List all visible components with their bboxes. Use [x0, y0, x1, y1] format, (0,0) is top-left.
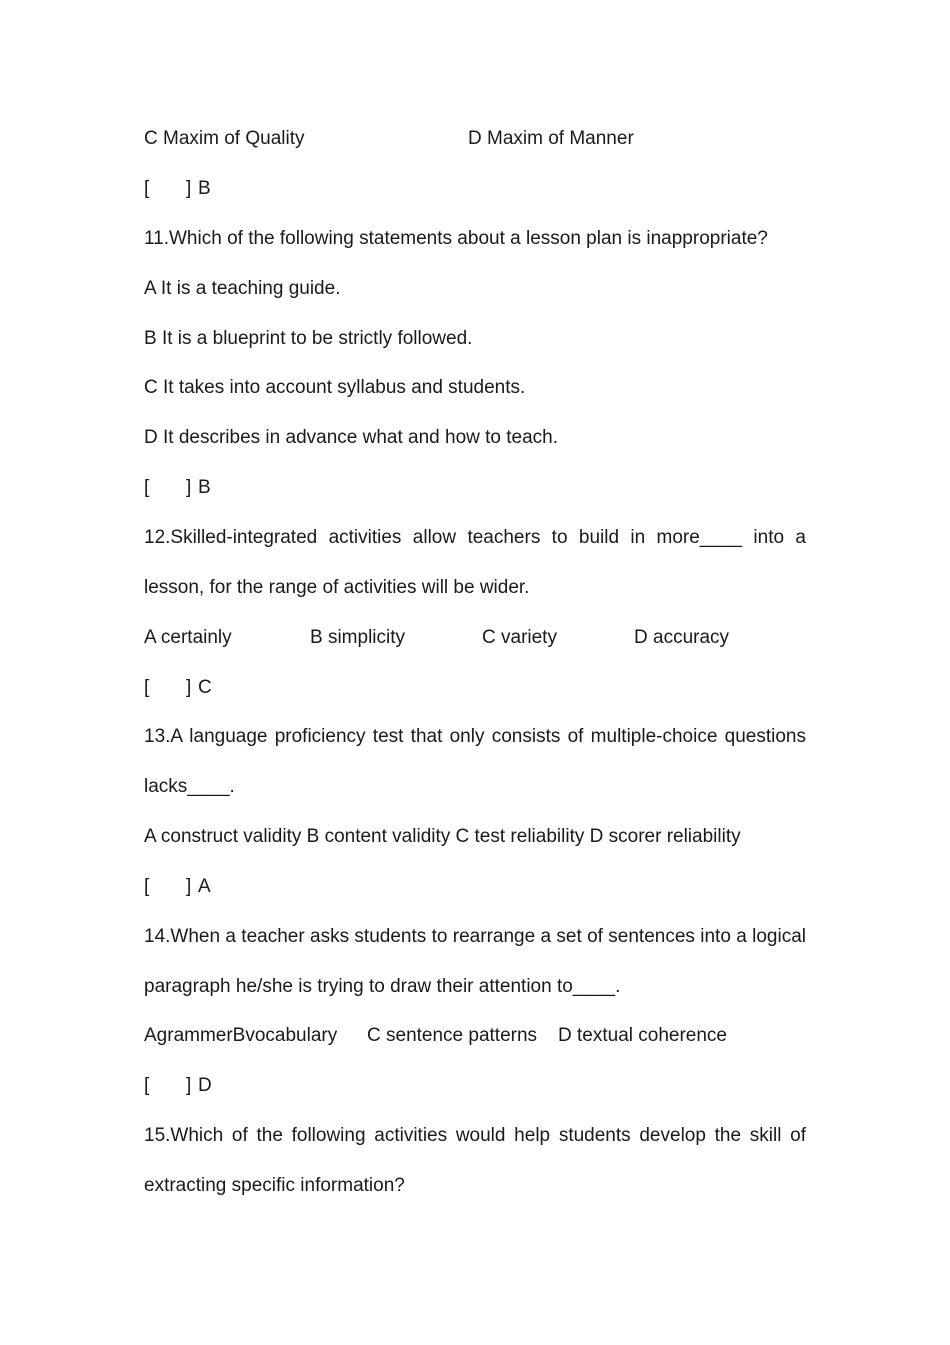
q13-options-row: A construct validity B content validity C test reliability D scorer reliability: [144, 826, 741, 847]
q11-question: 11.Which of the following statements about a lesson plan is inappropriate?: [144, 228, 768, 249]
q15-question-line1: 15.Which of the following activities would help students develop the skill of: [144, 1125, 806, 1146]
q12-option-d: D accuracy: [634, 627, 730, 648]
answer-bracket-close: ]: [186, 677, 192, 698]
q12-answer: [144, 676, 806, 700]
q14-option-ab: AgrammerBvocabulary: [144, 1025, 338, 1046]
q11-option-c: C It takes into account syllabus and students.: [144, 377, 526, 398]
q12-option-b: B simplicity: [310, 627, 406, 648]
q10-options-row: [144, 127, 806, 151]
q12-option-c: C variety: [482, 627, 557, 648]
answer-bracket-close: ]: [186, 876, 192, 897]
q14-answer: [144, 1074, 806, 1098]
q12-question-line2: lesson, for the range of activities will be wider.: [144, 577, 530, 598]
q13-answer: [144, 875, 806, 899]
answer-bracket-open: [: [144, 677, 150, 698]
q13-question-line2: lacks____.: [144, 776, 235, 797]
q10-option-d: D Maxim of Manner: [468, 128, 634, 149]
answer-bracket-open: [: [144, 178, 150, 199]
answer-bracket-open: [: [144, 477, 150, 498]
q14-option-d: D textual coherence: [558, 1025, 727, 1046]
q12-question-line1: 12.Skilled-integrated activities allow teachers to build in more____ into a: [144, 527, 806, 548]
q12-option-a: A certainly: [144, 627, 232, 648]
q14-question-line2: paragraph he/she is trying to draw their attention to____.: [144, 976, 621, 997]
answer-bracket-close: ]: [186, 1075, 192, 1096]
q11-option-b: B It is a blueprint to be strictly followed.: [144, 328, 473, 349]
answer-bracket-open: [: [144, 1075, 150, 1096]
q10-answer: [144, 177, 806, 201]
q11-option-d: D It describes in advance what and how to teach.: [144, 427, 559, 448]
q15-question-line2: extracting specific information?: [144, 1175, 405, 1196]
answer-letter: B: [198, 477, 211, 498]
q14-options-row: [144, 1024, 806, 1048]
q13-question-line1: 13.A language proficiency test that only consists of multiple-choice questions: [144, 726, 806, 747]
q11-option-a: A It is a teaching guide.: [144, 278, 341, 299]
answer-bracket-open: [: [144, 876, 150, 897]
answer-bracket-close: ]: [186, 477, 192, 498]
answer-letter: C: [198, 677, 212, 698]
q11-answer: [144, 476, 806, 500]
answer-bracket-close: ]: [186, 178, 192, 199]
q12-options-row: [144, 626, 806, 650]
q10-option-c: C Maxim of Quality: [144, 128, 305, 149]
q14-option-c: C sentence patterns: [367, 1025, 538, 1046]
answer-letter: B: [198, 178, 211, 199]
answer-letter: A: [198, 876, 211, 897]
answer-letter: D: [198, 1075, 212, 1096]
q14-question-line1: 14.When a teacher asks students to rearrange a set of sentences into a logical: [144, 926, 806, 947]
